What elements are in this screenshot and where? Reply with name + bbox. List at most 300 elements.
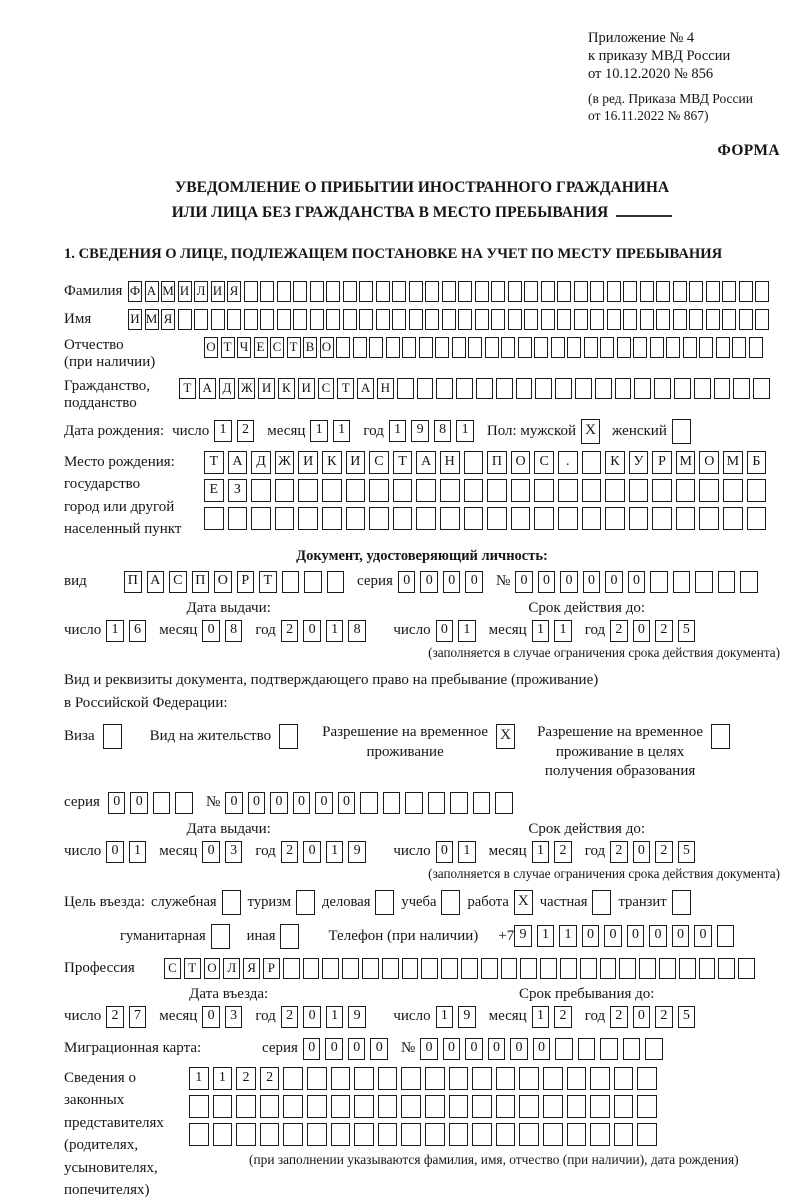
char-box[interactable] bbox=[307, 1123, 327, 1146]
char-box[interactable] bbox=[468, 337, 482, 358]
char-box[interactable] bbox=[524, 281, 538, 302]
identity-issue-day-boxes[interactable] bbox=[106, 620, 151, 642]
char-box[interactable] bbox=[614, 1095, 634, 1118]
char-box[interactable]: 2 bbox=[655, 841, 673, 863]
char-box[interactable]: 0 bbox=[108, 792, 126, 814]
char-box[interactable] bbox=[753, 378, 770, 399]
char-box[interactable] bbox=[673, 571, 691, 593]
char-box[interactable] bbox=[283, 1123, 303, 1146]
stay-month-boxes[interactable] bbox=[532, 1006, 577, 1028]
char-box[interactable]: 2 bbox=[554, 841, 572, 863]
temporary-residence-education-checkbox[interactable] bbox=[711, 724, 730, 749]
char-box[interactable]: И bbox=[298, 378, 315, 399]
char-box[interactable] bbox=[619, 958, 636, 979]
citizenship-boxes[interactable] bbox=[179, 378, 773, 399]
char-box[interactable] bbox=[732, 337, 746, 358]
stay-year-boxes[interactable] bbox=[610, 1006, 700, 1028]
char-box[interactable]: А bbox=[199, 378, 216, 399]
char-box[interactable] bbox=[442, 281, 456, 302]
char-box[interactable]: 7 bbox=[129, 1006, 147, 1028]
char-box[interactable] bbox=[282, 571, 300, 593]
char-box[interactable]: Д bbox=[219, 378, 236, 399]
char-box[interactable] bbox=[449, 1123, 469, 1146]
char-box[interactable] bbox=[739, 309, 753, 330]
temporary-residence-checkbox[interactable] bbox=[496, 724, 515, 749]
char-box[interactable]: 2 bbox=[655, 1006, 673, 1028]
char-box[interactable] bbox=[283, 1067, 303, 1090]
char-box[interactable]: 0 bbox=[443, 1038, 461, 1060]
char-box[interactable] bbox=[378, 1095, 398, 1118]
char-box[interactable]: 0 bbox=[694, 925, 712, 947]
char-box[interactable] bbox=[520, 958, 537, 979]
char-box[interactable]: 0 bbox=[465, 1038, 483, 1060]
char-box[interactable] bbox=[633, 337, 647, 358]
char-box[interactable]: 0 bbox=[202, 1006, 220, 1028]
char-box[interactable]: 0 bbox=[672, 925, 690, 947]
char-box[interactable]: 0 bbox=[633, 1006, 651, 1028]
char-box[interactable] bbox=[450, 792, 468, 814]
char-box[interactable] bbox=[491, 309, 505, 330]
char-box[interactable] bbox=[640, 309, 654, 330]
char-box[interactable] bbox=[645, 1038, 663, 1060]
char-box[interactable] bbox=[607, 281, 621, 302]
char-box[interactable] bbox=[516, 378, 533, 399]
char-box[interactable] bbox=[672, 419, 691, 444]
char-box[interactable] bbox=[236, 1095, 256, 1118]
char-box[interactable] bbox=[637, 1067, 657, 1090]
char-box[interactable] bbox=[251, 507, 271, 530]
char-box[interactable]: Н bbox=[440, 451, 460, 474]
birth-year-boxes[interactable] bbox=[389, 420, 479, 442]
stay-day-boxes[interactable] bbox=[436, 1006, 481, 1028]
char-box[interactable]: 0 bbox=[436, 841, 454, 863]
char-box[interactable] bbox=[304, 571, 322, 593]
char-box[interactable] bbox=[738, 958, 755, 979]
char-box[interactable] bbox=[755, 309, 769, 330]
char-box[interactable] bbox=[260, 309, 274, 330]
char-box[interactable] bbox=[674, 378, 691, 399]
char-box[interactable] bbox=[699, 479, 719, 502]
char-box[interactable] bbox=[428, 792, 446, 814]
char-box[interactable] bbox=[336, 337, 350, 358]
char-box[interactable]: 0 bbox=[420, 571, 438, 593]
char-box[interactable] bbox=[543, 1095, 563, 1118]
char-box[interactable] bbox=[590, 1123, 610, 1146]
char-box[interactable] bbox=[543, 1067, 563, 1090]
residence-valid-month-boxes[interactable] bbox=[532, 841, 577, 863]
char-box[interactable]: 9 bbox=[348, 1006, 366, 1028]
char-box[interactable] bbox=[534, 507, 554, 530]
char-box[interactable] bbox=[204, 507, 224, 530]
char-box[interactable]: 2 bbox=[281, 841, 299, 863]
char-box[interactable] bbox=[511, 507, 531, 530]
char-box[interactable]: 0 bbox=[248, 792, 266, 814]
char-box[interactable] bbox=[322, 958, 339, 979]
char-box[interactable] bbox=[508, 309, 522, 330]
char-box[interactable]: 0 bbox=[398, 571, 416, 593]
char-box[interactable]: 0 bbox=[533, 1038, 551, 1060]
char-box[interactable]: X bbox=[514, 890, 533, 915]
char-box[interactable] bbox=[310, 281, 324, 302]
char-box[interactable] bbox=[623, 1038, 641, 1060]
char-box[interactable] bbox=[557, 281, 571, 302]
char-box[interactable]: 1 bbox=[326, 841, 344, 863]
char-box[interactable] bbox=[360, 792, 378, 814]
char-box[interactable]: 9 bbox=[458, 1006, 476, 1028]
char-box[interactable]: С bbox=[318, 378, 335, 399]
residence-number-boxes[interactable] bbox=[225, 792, 518, 814]
char-box[interactable] bbox=[456, 378, 473, 399]
char-box[interactable]: Я bbox=[243, 958, 260, 979]
char-box[interactable] bbox=[496, 1095, 516, 1118]
char-box[interactable]: 1 bbox=[214, 420, 232, 442]
char-box[interactable] bbox=[425, 309, 439, 330]
char-box[interactable]: Н bbox=[377, 378, 394, 399]
char-box[interactable] bbox=[401, 1095, 421, 1118]
char-box[interactable] bbox=[401, 1123, 421, 1146]
char-box[interactable] bbox=[405, 792, 423, 814]
char-box[interactable] bbox=[659, 958, 676, 979]
char-box[interactable] bbox=[582, 451, 602, 474]
char-box[interactable]: Т bbox=[204, 451, 224, 474]
char-box[interactable] bbox=[656, 309, 670, 330]
char-box[interactable] bbox=[673, 281, 687, 302]
char-box[interactable]: 1 bbox=[310, 420, 328, 442]
char-box[interactable] bbox=[307, 1067, 327, 1090]
humanitarian-checkbox[interactable] bbox=[211, 924, 230, 949]
char-box[interactable]: X bbox=[496, 724, 515, 749]
char-box[interactable] bbox=[283, 958, 300, 979]
char-box[interactable] bbox=[416, 507, 436, 530]
char-box[interactable]: О bbox=[320, 337, 334, 358]
char-box[interactable] bbox=[461, 958, 478, 979]
char-box[interactable]: П bbox=[487, 451, 507, 474]
char-box[interactable] bbox=[578, 1038, 596, 1060]
char-box[interactable]: 5 bbox=[678, 1006, 696, 1028]
char-box[interactable] bbox=[441, 890, 460, 915]
doc-kind-boxes[interactable] bbox=[124, 571, 349, 593]
char-box[interactable] bbox=[481, 958, 498, 979]
char-box[interactable] bbox=[369, 337, 383, 358]
char-box[interactable] bbox=[353, 337, 367, 358]
char-box[interactable]: Ж bbox=[238, 378, 255, 399]
char-box[interactable]: 0 bbox=[465, 571, 483, 593]
char-box[interactable] bbox=[464, 507, 484, 530]
char-box[interactable]: 1 bbox=[559, 925, 577, 947]
char-box[interactable] bbox=[375, 890, 394, 915]
char-box[interactable] bbox=[421, 958, 438, 979]
char-box[interactable] bbox=[213, 1095, 233, 1118]
identity-issue-year-boxes[interactable] bbox=[281, 620, 371, 642]
char-box[interactable] bbox=[275, 507, 295, 530]
char-box[interactable]: О bbox=[699, 451, 719, 474]
char-box[interactable] bbox=[402, 958, 419, 979]
char-box[interactable]: 2 bbox=[554, 1006, 572, 1028]
char-box[interactable] bbox=[442, 309, 456, 330]
profession-boxes[interactable] bbox=[164, 958, 758, 979]
char-box[interactable]: 2 bbox=[281, 1006, 299, 1028]
char-box[interactable] bbox=[298, 507, 318, 530]
char-box[interactable]: 2 bbox=[655, 620, 673, 642]
char-box[interactable]: П bbox=[124, 571, 142, 593]
char-box[interactable] bbox=[485, 337, 499, 358]
residence-series-boxes[interactable] bbox=[108, 792, 198, 814]
representatives-row2-boxes[interactable] bbox=[189, 1095, 739, 1118]
char-box[interactable] bbox=[425, 1095, 445, 1118]
tourism-checkbox[interactable] bbox=[296, 890, 315, 915]
char-box[interactable]: 9 bbox=[514, 925, 532, 947]
char-box[interactable] bbox=[637, 1123, 657, 1146]
char-box[interactable] bbox=[706, 309, 720, 330]
char-box[interactable] bbox=[472, 1123, 492, 1146]
char-box[interactable]: 3 bbox=[225, 841, 243, 863]
char-box[interactable]: 0 bbox=[627, 925, 645, 947]
char-box[interactable] bbox=[652, 479, 672, 502]
char-box[interactable]: 1 bbox=[532, 841, 550, 863]
char-box[interactable] bbox=[716, 337, 730, 358]
char-box[interactable] bbox=[296, 890, 315, 915]
char-box[interactable] bbox=[346, 479, 366, 502]
char-box[interactable]: П bbox=[192, 571, 210, 593]
char-box[interactable] bbox=[524, 309, 538, 330]
char-box[interactable]: А bbox=[357, 378, 374, 399]
char-box[interactable]: 1 bbox=[213, 1067, 233, 1090]
char-box[interactable]: И bbox=[128, 309, 142, 330]
char-box[interactable] bbox=[558, 479, 578, 502]
char-box[interactable] bbox=[441, 958, 458, 979]
char-box[interactable] bbox=[293, 281, 307, 302]
char-box[interactable] bbox=[343, 281, 357, 302]
study-checkbox[interactable] bbox=[441, 890, 460, 915]
char-box[interactable]: 1 bbox=[333, 420, 351, 442]
char-box[interactable]: 0 bbox=[202, 620, 220, 642]
char-box[interactable]: Е bbox=[204, 479, 224, 502]
char-box[interactable] bbox=[699, 337, 713, 358]
char-box[interactable] bbox=[629, 507, 649, 530]
char-box[interactable]: 0 bbox=[605, 571, 623, 593]
char-box[interactable] bbox=[683, 337, 697, 358]
char-box[interactable] bbox=[476, 378, 493, 399]
char-box[interactable] bbox=[440, 507, 460, 530]
char-box[interactable]: И bbox=[178, 281, 192, 302]
char-box[interactable] bbox=[354, 1123, 374, 1146]
char-box[interactable]: 0 bbox=[488, 1038, 506, 1060]
char-box[interactable]: И bbox=[346, 451, 366, 474]
char-box[interactable] bbox=[666, 337, 680, 358]
char-box[interactable] bbox=[679, 958, 696, 979]
char-box[interactable]: Т bbox=[287, 337, 301, 358]
char-box[interactable] bbox=[629, 479, 649, 502]
char-box[interactable] bbox=[458, 281, 472, 302]
char-box[interactable] bbox=[614, 1067, 634, 1090]
char-box[interactable] bbox=[519, 1123, 539, 1146]
char-box[interactable] bbox=[473, 792, 491, 814]
residence-permit-checkbox[interactable] bbox=[279, 724, 298, 749]
char-box[interactable] bbox=[689, 281, 703, 302]
char-box[interactable]: О bbox=[204, 958, 221, 979]
char-box[interactable]: М bbox=[145, 309, 159, 330]
work-checkbox[interactable] bbox=[514, 890, 533, 915]
char-box[interactable] bbox=[326, 309, 340, 330]
char-box[interactable] bbox=[623, 281, 637, 302]
char-box[interactable] bbox=[501, 958, 518, 979]
char-box[interactable]: 0 bbox=[510, 1038, 528, 1060]
char-box[interactable] bbox=[673, 309, 687, 330]
entry-day-boxes[interactable] bbox=[106, 1006, 151, 1028]
residence-issue-month-boxes[interactable] bbox=[202, 841, 247, 863]
char-box[interactable]: 2 bbox=[237, 420, 255, 442]
birthplace-row2-boxes[interactable] bbox=[204, 479, 770, 502]
char-box[interactable] bbox=[449, 1095, 469, 1118]
char-box[interactable] bbox=[656, 281, 670, 302]
char-box[interactable] bbox=[279, 724, 298, 749]
char-box[interactable] bbox=[417, 378, 434, 399]
char-box[interactable] bbox=[600, 958, 617, 979]
char-box[interactable] bbox=[496, 378, 513, 399]
char-box[interactable] bbox=[634, 378, 651, 399]
char-box[interactable] bbox=[518, 337, 532, 358]
char-box[interactable] bbox=[244, 309, 258, 330]
char-box[interactable]: 1 bbox=[389, 420, 407, 442]
char-box[interactable] bbox=[534, 479, 554, 502]
char-box[interactable]: С bbox=[164, 958, 181, 979]
char-box[interactable]: 5 bbox=[678, 841, 696, 863]
char-box[interactable]: К bbox=[278, 378, 295, 399]
char-box[interactable]: У bbox=[629, 451, 649, 474]
visa-checkbox[interactable] bbox=[103, 724, 122, 749]
char-box[interactable]: X bbox=[581, 419, 600, 444]
char-box[interactable] bbox=[487, 507, 507, 530]
char-box[interactable] bbox=[310, 309, 324, 330]
char-box[interactable] bbox=[496, 1123, 516, 1146]
char-box[interactable]: 2 bbox=[281, 620, 299, 642]
birthplace-row3-boxes[interactable] bbox=[204, 507, 770, 530]
char-box[interactable] bbox=[590, 1095, 610, 1118]
char-box[interactable] bbox=[244, 281, 258, 302]
char-box[interactable] bbox=[605, 507, 625, 530]
char-box[interactable]: И bbox=[298, 451, 318, 474]
char-box[interactable] bbox=[359, 281, 373, 302]
char-box[interactable] bbox=[103, 724, 122, 749]
char-box[interactable] bbox=[251, 479, 271, 502]
char-box[interactable]: 2 bbox=[610, 620, 628, 642]
business-checkbox[interactable] bbox=[375, 890, 394, 915]
char-box[interactable]: 2 bbox=[610, 841, 628, 863]
char-box[interactable] bbox=[194, 309, 208, 330]
char-box[interactable] bbox=[567, 1067, 587, 1090]
char-box[interactable] bbox=[307, 1095, 327, 1118]
char-box[interactable]: 0 bbox=[348, 1038, 366, 1060]
char-box[interactable]: 3 bbox=[225, 1006, 243, 1028]
char-box[interactable] bbox=[567, 1123, 587, 1146]
char-box[interactable] bbox=[343, 309, 357, 330]
char-box[interactable]: К bbox=[605, 451, 625, 474]
female-checkbox[interactable] bbox=[672, 419, 691, 444]
char-box[interactable]: О bbox=[204, 337, 218, 358]
char-box[interactable]: 0 bbox=[538, 571, 556, 593]
char-box[interactable]: 1 bbox=[189, 1067, 209, 1090]
char-box[interactable] bbox=[331, 1123, 351, 1146]
char-box[interactable]: . bbox=[558, 451, 578, 474]
char-box[interactable] bbox=[293, 309, 307, 330]
char-box[interactable]: 0 bbox=[582, 925, 600, 947]
char-box[interactable] bbox=[277, 281, 291, 302]
char-box[interactable] bbox=[425, 1067, 445, 1090]
char-box[interactable] bbox=[699, 958, 716, 979]
char-box[interactable] bbox=[574, 281, 588, 302]
char-box[interactable]: Т bbox=[259, 571, 277, 593]
char-box[interactable] bbox=[740, 571, 758, 593]
char-box[interactable] bbox=[303, 958, 320, 979]
birthplace-row1-boxes[interactable] bbox=[204, 451, 770, 474]
char-box[interactable] bbox=[723, 507, 743, 530]
char-box[interactable] bbox=[346, 507, 366, 530]
char-box[interactable] bbox=[590, 281, 604, 302]
entry-month-boxes[interactable] bbox=[202, 1006, 247, 1028]
char-box[interactable] bbox=[376, 281, 390, 302]
char-box[interactable]: К bbox=[322, 451, 342, 474]
char-box[interactable]: 0 bbox=[303, 841, 321, 863]
char-box[interactable]: 0 bbox=[583, 571, 601, 593]
char-box[interactable] bbox=[541, 281, 555, 302]
char-box[interactable] bbox=[605, 479, 625, 502]
char-box[interactable] bbox=[382, 958, 399, 979]
char-box[interactable]: А bbox=[416, 451, 436, 474]
char-box[interactable] bbox=[392, 281, 406, 302]
char-box[interactable]: 1 bbox=[458, 841, 476, 863]
char-box[interactable] bbox=[376, 309, 390, 330]
char-box[interactable] bbox=[582, 479, 602, 502]
char-box[interactable] bbox=[211, 309, 225, 330]
char-box[interactable]: Е bbox=[254, 337, 268, 358]
char-box[interactable] bbox=[717, 925, 735, 947]
char-box[interactable] bbox=[543, 1123, 563, 1146]
char-box[interactable] bbox=[595, 378, 612, 399]
residence-issue-day-boxes[interactable] bbox=[106, 841, 151, 863]
migration-series-boxes[interactable] bbox=[303, 1038, 393, 1060]
char-box[interactable] bbox=[416, 479, 436, 502]
char-box[interactable] bbox=[378, 1123, 398, 1146]
char-box[interactable] bbox=[718, 571, 736, 593]
char-box[interactable] bbox=[213, 1123, 233, 1146]
char-box[interactable] bbox=[452, 337, 466, 358]
doc-number-boxes[interactable] bbox=[515, 571, 763, 593]
char-box[interactable] bbox=[551, 337, 565, 358]
char-box[interactable] bbox=[592, 890, 611, 915]
char-box[interactable] bbox=[617, 337, 631, 358]
char-box[interactable] bbox=[607, 309, 621, 330]
char-box[interactable] bbox=[464, 479, 484, 502]
char-box[interactable] bbox=[574, 309, 588, 330]
char-box[interactable]: 0 bbox=[303, 1038, 321, 1060]
char-box[interactable] bbox=[534, 337, 548, 358]
char-box[interactable] bbox=[153, 792, 171, 814]
char-box[interactable]: 0 bbox=[649, 925, 667, 947]
char-box[interactable]: Ч bbox=[237, 337, 251, 358]
char-box[interactable] bbox=[280, 924, 299, 949]
char-box[interactable]: 2 bbox=[610, 1006, 628, 1028]
char-box[interactable]: Т bbox=[393, 451, 413, 474]
char-box[interactable] bbox=[600, 337, 614, 358]
char-box[interactable] bbox=[189, 1123, 209, 1146]
char-box[interactable] bbox=[178, 309, 192, 330]
char-box[interactable] bbox=[755, 281, 769, 302]
char-box[interactable]: Я bbox=[227, 281, 241, 302]
char-box[interactable]: 2 bbox=[260, 1067, 280, 1090]
char-box[interactable] bbox=[600, 1038, 618, 1060]
char-box[interactable]: 0 bbox=[633, 620, 651, 642]
char-box[interactable] bbox=[747, 479, 767, 502]
